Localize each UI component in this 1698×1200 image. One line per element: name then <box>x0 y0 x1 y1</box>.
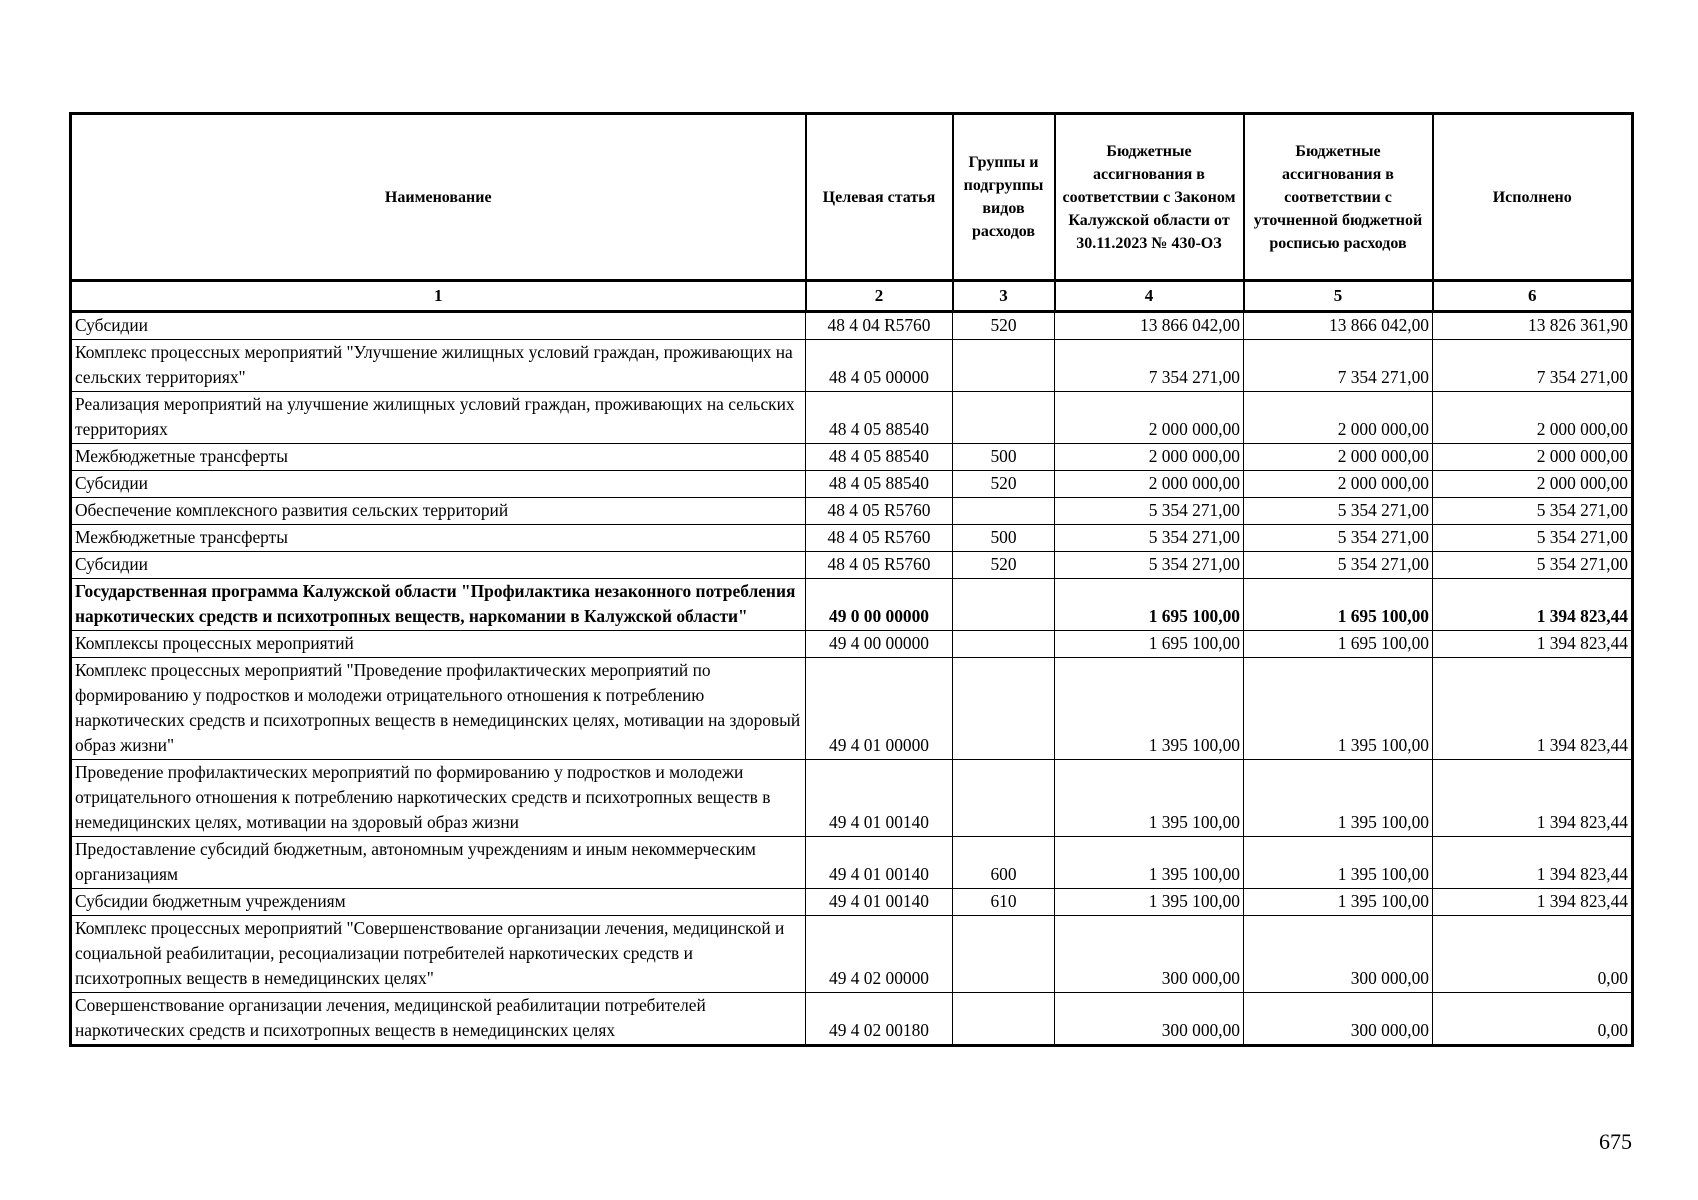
row-executed-amount: 1 394 823,44 <box>1433 889 1633 916</box>
header-expense-groups: Группы и подгруппы видов расходов <box>953 114 1055 281</box>
row-refined-amount: 300 000,00 <box>1244 916 1433 993</box>
row-refined-amount: 1 395 100,00 <box>1244 889 1433 916</box>
row-target-article: 48 4 04 R5760 <box>806 312 953 340</box>
row-expense-group <box>953 631 1055 658</box>
table-row <box>71 312 1633 340</box>
row-law-amount: 7 354 271,00 <box>1055 340 1244 392</box>
budget-table <box>69 112 1634 1047</box>
row-refined-amount: 2 000 000,00 <box>1244 392 1433 444</box>
row-law-amount: 1 395 100,00 <box>1055 837 1244 889</box>
row-law-amount: 5 354 271,00 <box>1055 498 1244 525</box>
column-number: 1 <box>71 281 806 312</box>
row-refined-amount: 1 695 100,00 <box>1244 579 1433 631</box>
row-expense-group: 500 <box>953 525 1055 552</box>
table-row <box>71 993 1633 1046</box>
header-executed: Исполнено <box>1433 114 1633 281</box>
row-target-article: 49 4 01 00140 <box>806 837 953 889</box>
row-law-amount: 13 866 042,00 <box>1055 312 1244 340</box>
row-expense-group: 600 <box>953 837 1055 889</box>
row-target-article: 48 4 05 88540 <box>806 444 953 471</box>
header-row <box>71 114 1633 281</box>
row-law-amount: 5 354 271,00 <box>1055 552 1244 579</box>
row-target-article: 49 4 02 00180 <box>806 993 953 1046</box>
table-row <box>71 837 1633 889</box>
row-executed-amount: 0,00 <box>1433 993 1633 1046</box>
row-law-amount: 1 695 100,00 <box>1055 579 1244 631</box>
row-expense-group <box>953 760 1055 837</box>
row-expense-group <box>953 993 1055 1046</box>
row-executed-amount: 1 394 823,44 <box>1433 760 1633 837</box>
row-expense-group <box>953 579 1055 631</box>
table-row <box>71 525 1633 552</box>
row-executed-amount: 1 394 823,44 <box>1433 837 1633 889</box>
row-refined-amount: 1 395 100,00 <box>1244 837 1433 889</box>
row-refined-amount: 2 000 000,00 <box>1244 471 1433 498</box>
row-target-article: 49 4 02 00000 <box>806 916 953 993</box>
column-number: 3 <box>953 281 1055 312</box>
row-law-amount: 2 000 000,00 <box>1055 444 1244 471</box>
row-name: Межбюджетные трансферты <box>71 444 806 471</box>
row-name: Комплекс процессных мероприятий "Улучшение жилищных условий граждан, проживающих на сельских территориях" <box>71 340 806 392</box>
row-law-amount: 300 000,00 <box>1055 916 1244 993</box>
table-row <box>71 340 1633 392</box>
row-refined-amount: 5 354 271,00 <box>1244 525 1433 552</box>
table-row <box>71 444 1633 471</box>
header-target-article: Целевая статья <box>806 114 953 281</box>
row-expense-group <box>953 498 1055 525</box>
row-name: Проведение профилактических мероприятий по формированию у подростков и молодежи отрицательного отношения к потреблению наркотических средств и психотропных веществ в немедицинских целях, мотивации на здоровый образ жизни <box>71 760 806 837</box>
row-name: Комплекс процессных мероприятий "Проведение профилактических мероприятий по формированию у подростков и молодежи отрицательного отношения к потреблению наркотических средств и психотропных веществ в немедицинских целях, мотивации на здоровый образ жизни" <box>71 658 806 760</box>
table-row <box>71 889 1633 916</box>
row-refined-amount: 5 354 271,00 <box>1244 498 1433 525</box>
column-number: 5 <box>1244 281 1433 312</box>
table-row <box>71 498 1633 525</box>
row-name: Субсидии <box>71 552 806 579</box>
row-target-article: 49 4 01 00000 <box>806 658 953 760</box>
row-refined-amount: 2 000 000,00 <box>1244 444 1433 471</box>
row-law-amount: 1 395 100,00 <box>1055 658 1244 760</box>
row-target-article: 48 4 05 R5760 <box>806 498 953 525</box>
row-expense-group <box>953 658 1055 760</box>
row-name: Реализация мероприятий на улучшение жилищных условий граждан, проживающих на сельских территориях <box>71 392 806 444</box>
row-name: Обеспечение комплексного развития сельских территорий <box>71 498 806 525</box>
row-refined-amount: 1 395 100,00 <box>1244 760 1433 837</box>
row-target-article: 48 4 05 88540 <box>806 392 953 444</box>
row-name: Совершенствование организации лечения, медицинской реабилитации потребителей наркотических средств и психотропных веществ в немедицинских целях <box>71 993 806 1046</box>
row-refined-amount: 7 354 271,00 <box>1244 340 1433 392</box>
row-executed-amount: 5 354 271,00 <box>1433 525 1633 552</box>
row-executed-amount: 5 354 271,00 <box>1433 552 1633 579</box>
row-law-amount: 1 395 100,00 <box>1055 760 1244 837</box>
table-row <box>71 760 1633 837</box>
table-row <box>71 471 1633 498</box>
row-name: Комплекс процессных мероприятий "Совершенствование организации лечения, медицинской и социальной реабилитации, ресоциализации потребителей наркотических средств и психотропных веществ в немедицинских целях" <box>71 916 806 993</box>
row-refined-amount: 1 695 100,00 <box>1244 631 1433 658</box>
header-refined-allocations: Бюджетные ассигнования в соответствии с уточненной бюджетной росписью расходов <box>1244 114 1433 281</box>
row-name: Субсидии <box>71 312 806 340</box>
table-row <box>71 916 1633 993</box>
row-name: Государственная программа Калужской области "Профилактика незаконного потребления наркотических средств и психотропных веществ, наркомании в Калужской области" <box>71 579 806 631</box>
row-name: Субсидии бюджетным учреждениям <box>71 889 806 916</box>
row-law-amount: 1 395 100,00 <box>1055 889 1244 916</box>
row-law-amount: 1 695 100,00 <box>1055 631 1244 658</box>
column-number: 2 <box>806 281 953 312</box>
row-target-article: 49 4 01 00140 <box>806 889 953 916</box>
row-target-article: 49 0 00 00000 <box>806 579 953 631</box>
row-law-amount: 2 000 000,00 <box>1055 471 1244 498</box>
row-expense-group: 500 <box>953 444 1055 471</box>
row-executed-amount: 1 394 823,44 <box>1433 631 1633 658</box>
table-row <box>71 631 1633 658</box>
row-executed-amount: 2 000 000,00 <box>1433 471 1633 498</box>
row-expense-group <box>953 340 1055 392</box>
row-name: Предоставление субсидий бюджетным, автономным учреждениям и иным некоммерческим организациям <box>71 837 806 889</box>
row-expense-group: 520 <box>953 552 1055 579</box>
row-executed-amount: 2 000 000,00 <box>1433 444 1633 471</box>
row-refined-amount: 13 866 042,00 <box>1244 312 1433 340</box>
row-law-amount: 5 354 271,00 <box>1055 525 1244 552</box>
row-law-amount: 2 000 000,00 <box>1055 392 1244 444</box>
table-row-program <box>71 579 1633 631</box>
row-name: Субсидии <box>71 471 806 498</box>
header-law-allocations: Бюджетные ассигнования в соответствии с Законом Калужской области от 30.11.2023 № 430-ОЗ <box>1055 114 1244 281</box>
header-name: Наименование <box>71 114 806 281</box>
row-target-article: 48 4 05 88540 <box>806 471 953 498</box>
column-number: 6 <box>1433 281 1633 312</box>
table-row <box>71 392 1633 444</box>
row-executed-amount: 5 354 271,00 <box>1433 498 1633 525</box>
column-number-row <box>71 281 1633 312</box>
row-expense-group: 520 <box>953 312 1055 340</box>
row-refined-amount: 300 000,00 <box>1244 993 1433 1046</box>
row-law-amount: 300 000,00 <box>1055 993 1244 1046</box>
table-row <box>71 658 1633 760</box>
row-executed-amount: 2 000 000,00 <box>1433 392 1633 444</box>
row-target-article: 49 4 01 00140 <box>806 760 953 837</box>
table-row <box>71 552 1633 579</box>
row-expense-group <box>953 916 1055 993</box>
row-target-article: 48 4 05 00000 <box>806 340 953 392</box>
row-target-article: 48 4 05 R5760 <box>806 525 953 552</box>
row-executed-amount: 0,00 <box>1433 916 1633 993</box>
row-target-article: 49 4 00 00000 <box>806 631 953 658</box>
row-expense-group <box>953 392 1055 444</box>
row-expense-group: 520 <box>953 471 1055 498</box>
row-name: Межбюджетные трансферты <box>71 525 806 552</box>
row-refined-amount: 5 354 271,00 <box>1244 552 1433 579</box>
row-target-article: 48 4 05 R5760 <box>806 552 953 579</box>
column-number: 4 <box>1055 281 1244 312</box>
row-executed-amount: 1 394 823,44 <box>1433 579 1633 631</box>
row-executed-amount: 7 354 271,00 <box>1433 340 1633 392</box>
page-number: 675 <box>1599 1129 1632 1154</box>
row-executed-amount: 1 394 823,44 <box>1433 658 1633 760</box>
row-expense-group: 610 <box>953 889 1055 916</box>
row-executed-amount: 13 826 361,90 <box>1433 312 1633 340</box>
row-refined-amount: 1 395 100,00 <box>1244 658 1433 760</box>
row-name: Комплексы процессных мероприятий <box>71 631 806 658</box>
